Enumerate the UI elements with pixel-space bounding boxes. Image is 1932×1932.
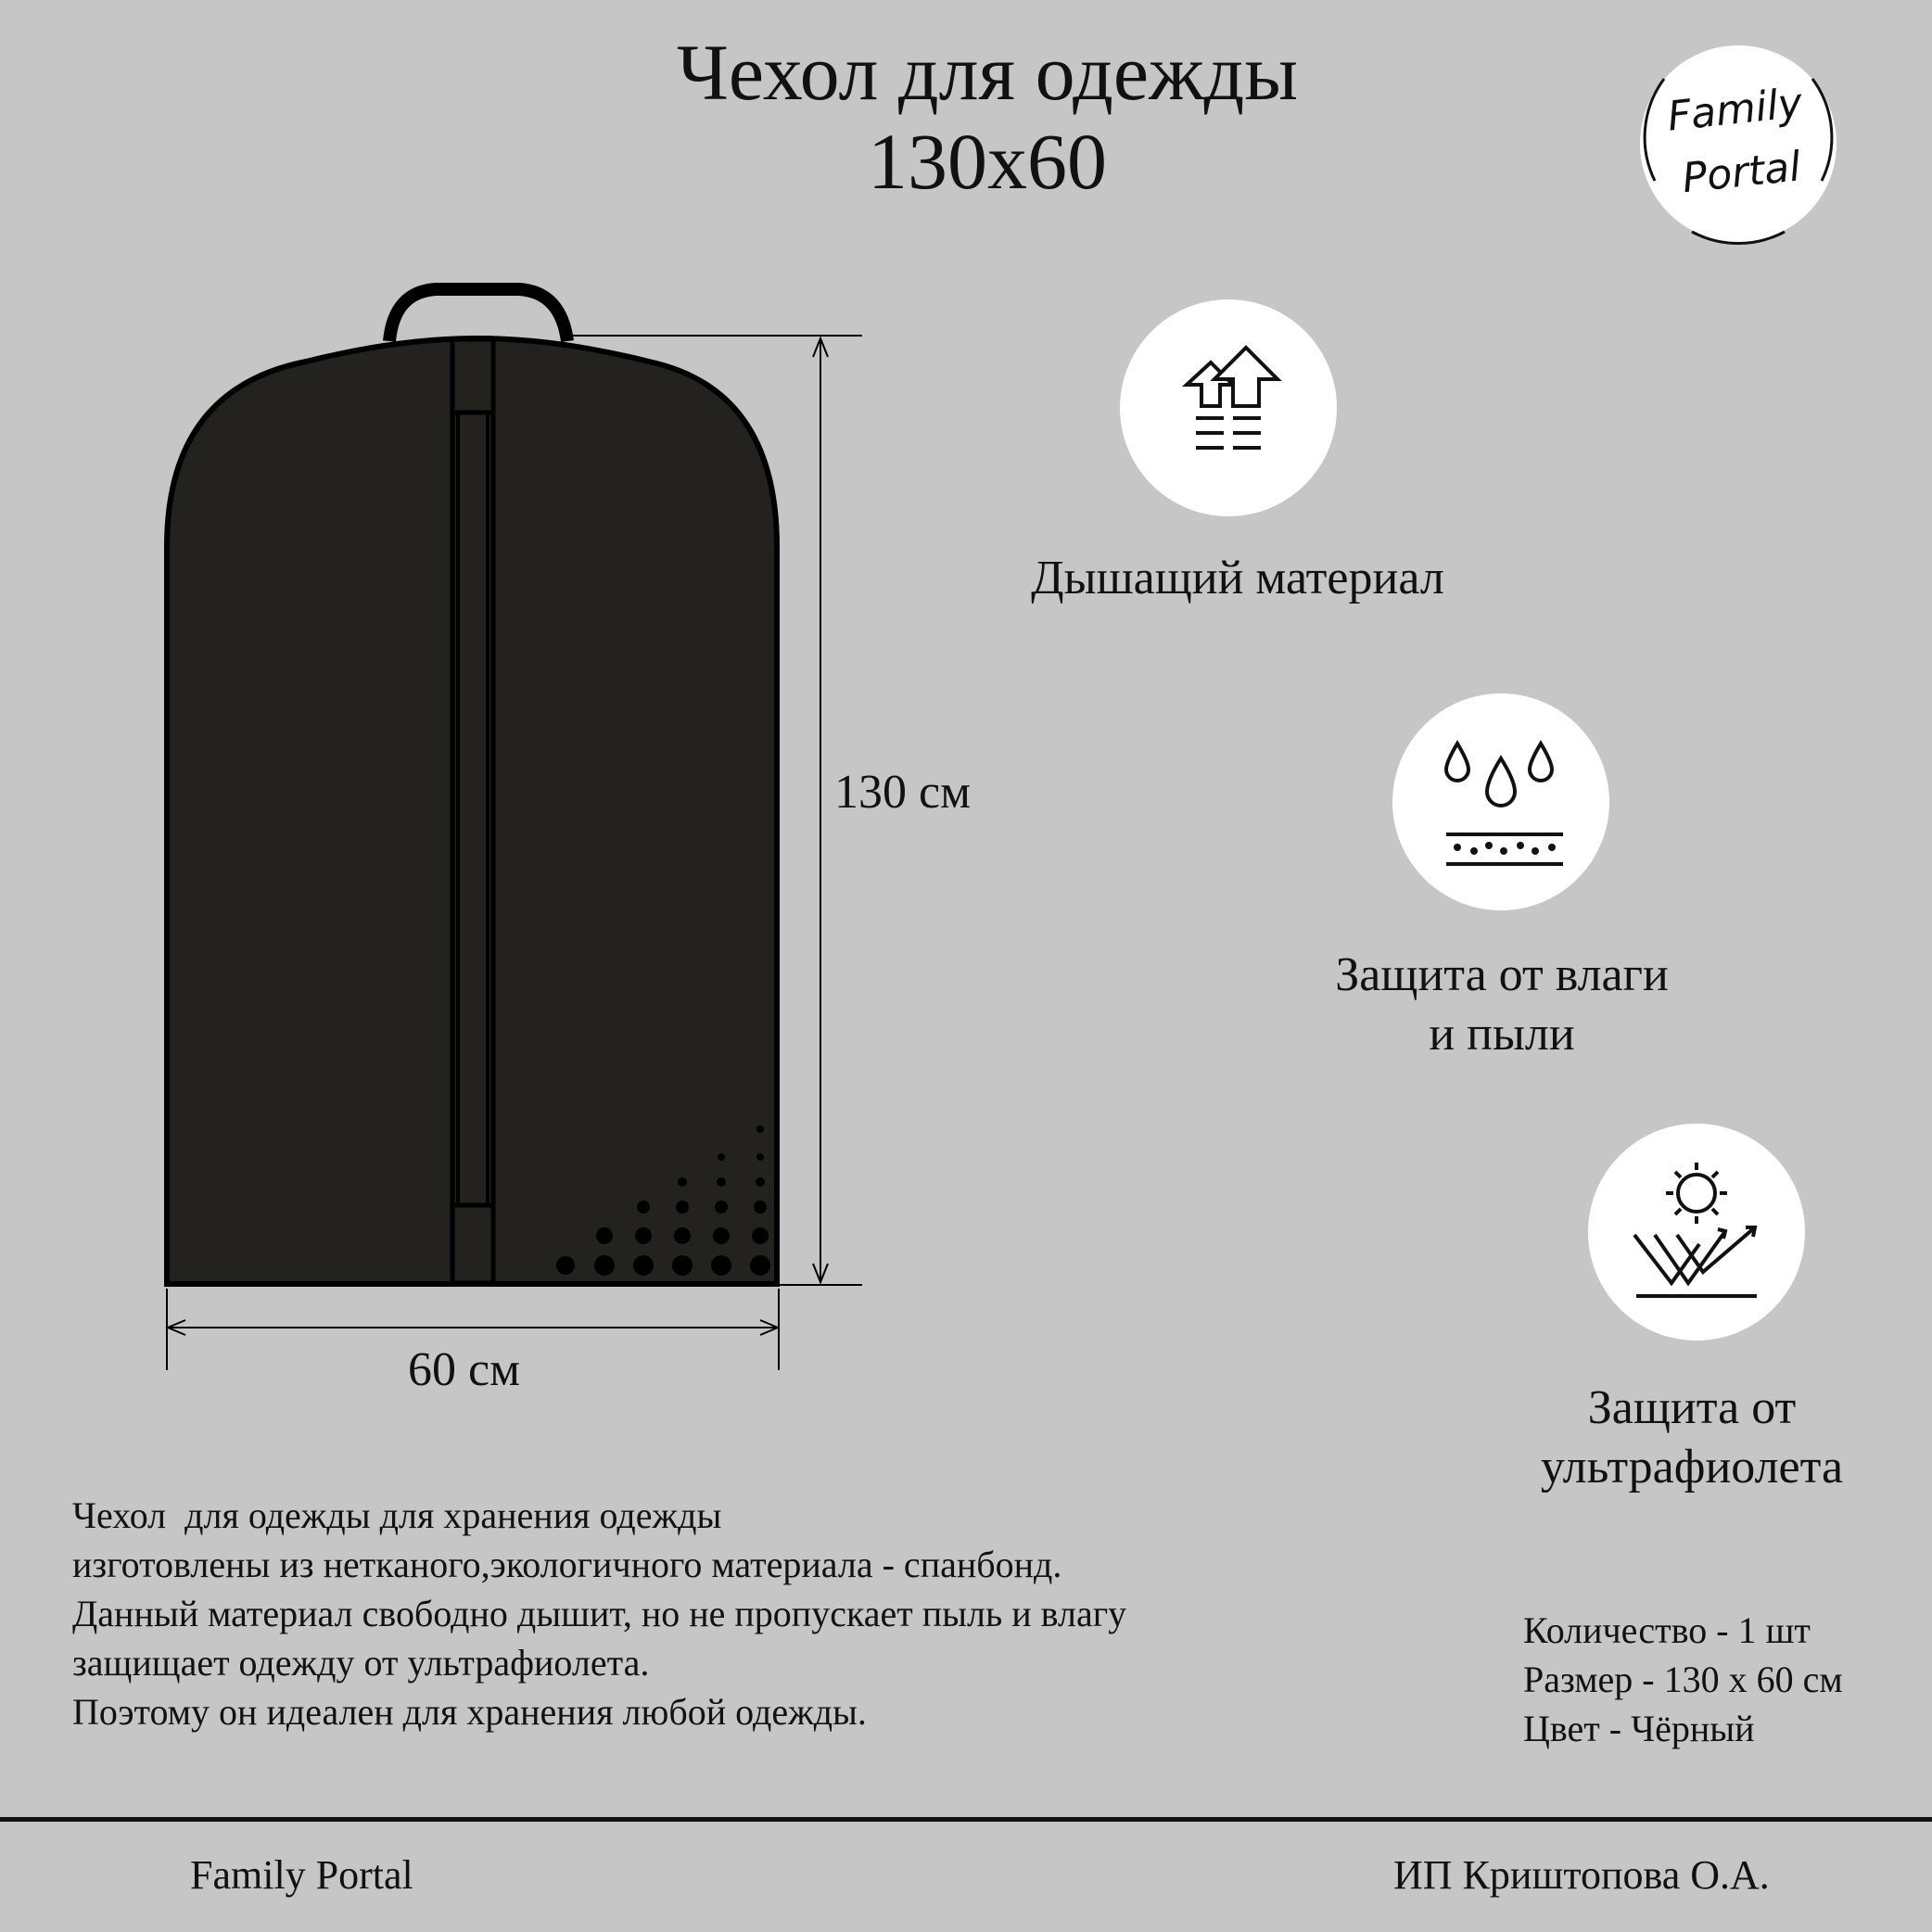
- feature-moisture-label: Защита от влаги и пыли: [1335, 948, 1669, 1061]
- spec-size: Размер - 130 х 60 см: [1523, 1659, 1843, 1700]
- title-line-1: Чехол для одежды: [676, 28, 1299, 117]
- description-line: изготовлены из нетканого,экологичного материала - спанбонд.: [72, 1544, 1062, 1585]
- footer-divider: [0, 1817, 1932, 1822]
- logo-line-2: Portal: [1680, 143, 1803, 203]
- spec-color: Цвет - Чёрный: [1523, 1708, 1755, 1749]
- feature-breathable-label: Дышащий материал: [1031, 552, 1444, 604]
- description-line: защищает одежду от ультрафиолета.: [72, 1642, 650, 1684]
- sun-uv-icon: [1588, 1124, 1805, 1341]
- title-line-2: 130х60: [868, 117, 1107, 206]
- bag-handle: [389, 289, 567, 341]
- description-line: Чехол для одежды для хранения одежды: [72, 1494, 722, 1536]
- feature-uv-label: Защита от ультрафиолета: [1540, 1381, 1844, 1493]
- water-drops-icon: [1392, 693, 1609, 910]
- logo-line-1: Family: [1665, 79, 1805, 141]
- footer-brand: Family Portal: [190, 1852, 413, 1898]
- footer-seller: ИП Криштопова О.А.: [1393, 1852, 1770, 1898]
- feature-breathable-badge: [1120, 299, 1337, 516]
- product-description: [72, 1491, 1370, 1736]
- spec-quantity: Количество - 1 шт: [1523, 1609, 1811, 1651]
- breathable-arrows-icon: [1120, 299, 1337, 516]
- feature-moisture-badge: [1392, 693, 1609, 910]
- description-line: Поэтому он идеален для хранения любой одежды.: [72, 1691, 867, 1733]
- description-line: Данный материал свободно дышит, но не пропускает пыль и влагу: [72, 1593, 1127, 1634]
- width-label: 60 см: [408, 1343, 520, 1396]
- product-specs: [1523, 1606, 1843, 1753]
- height-label: 130 см: [834, 766, 971, 819]
- feature-uv-badge: [1588, 1124, 1805, 1341]
